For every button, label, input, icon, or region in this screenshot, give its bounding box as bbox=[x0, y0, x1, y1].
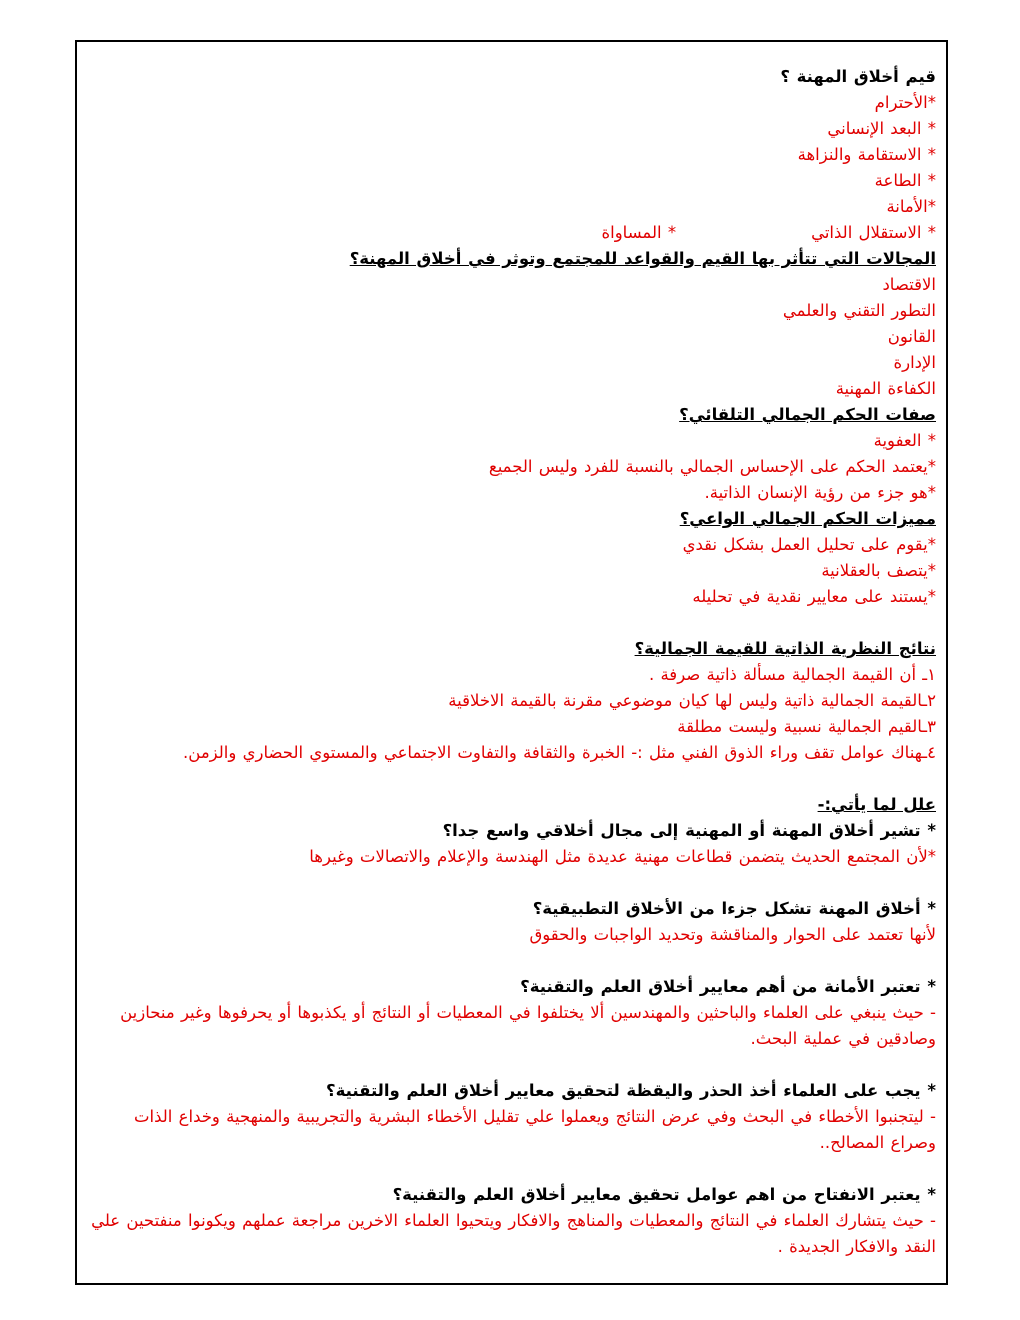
answer-line: *يعتمد الحكم على الإحساس الجمالي بالنسبة للفرد وليس الجميع bbox=[488, 457, 936, 476]
answer-line: *الأمانة bbox=[886, 197, 936, 216]
answer-line: *يستند على معايير نقدية في تحليله bbox=[692, 587, 936, 606]
section-heading: نتائج النظرية الذاتية للقيمة الجمالية؟ bbox=[634, 639, 936, 658]
answer-line: القانون bbox=[887, 327, 936, 346]
answer-line: الإدارة bbox=[893, 353, 936, 372]
value-item: * الاستقلال الذاتي bbox=[811, 223, 936, 242]
answer-line: ٢ـالقيمة الجمالية ذاتية وليس لها كيان موضوعي مقرنة بالقيمة الاخلاقية bbox=[448, 691, 936, 710]
answer-line: ٣ـالقيم الجمالية نسبية وليست مطلقة bbox=[677, 717, 936, 736]
question-line: * تشير أخلاق المهنة أو المهنية إلى مجال أخلاقي واسع جدا؟ bbox=[442, 821, 936, 840]
section-heading: مميزات الحكم الجمالي الواعي؟ bbox=[679, 509, 936, 528]
question-line: * يجب على العلماء أخذ الحذر واليقظة لتحقيق معايير أخلاق العلم والتقنية؟ bbox=[326, 1081, 936, 1100]
spacer bbox=[87, 1052, 936, 1078]
answer-line: *يتصف بالعقلانية bbox=[821, 561, 936, 580]
answer-line: * العفوية bbox=[873, 431, 936, 450]
answer-line: ٤ـهناك عوامل تقف وراء الذوق الفني مثل :- الخبرة والثقافة والتفاوت الاجتماعي والمستوي الحضاري والزمن. bbox=[183, 743, 936, 762]
answer-line: *يقوم على تحليل العمل بشكل نقدي bbox=[682, 535, 936, 554]
question-line: * أخلاق المهنة تشكل جزءا من الأخلاق التطبيقية؟ bbox=[532, 899, 936, 918]
spacer bbox=[87, 948, 936, 974]
answer-line: * الطاعة bbox=[874, 171, 936, 190]
answer-line: ١ـ أن القيمة الجمالية مسألة ذاتية صرفة . bbox=[648, 665, 936, 684]
answer-line: *الأحترام bbox=[874, 93, 936, 112]
answer-line: - حيث ينبغي على العلماء والباحثين والمهندسين ألا يختلفوا في المعطيات أو النتائج أو يكذبوها أو يحرفوها وغير منحازين وصادقين في عملية البحث. bbox=[120, 1003, 936, 1048]
answer-line: * الاستقامة والنزاهة bbox=[797, 145, 936, 164]
answer-line: التطور التقني والعلمي bbox=[782, 301, 936, 320]
answer-line: * البعد الإنساني bbox=[827, 119, 936, 138]
value-pair-line bbox=[87, 220, 936, 246]
section-heading: المجالات التي تتأثر بها القيم والقواعد للمجتمع وتوثر في أخلاق المهنة؟ bbox=[349, 249, 936, 268]
spacer bbox=[87, 1156, 936, 1182]
question-line: * يعتبر الانفتاح من اهم عوامل تحقيق معايير أخلاق العلم والتقنية؟ bbox=[392, 1185, 936, 1204]
answer-line: - حيث يتشارك العلماء في النتائج والمعطيات والمناهج والافكار ويتحيوا العلماء الاخرين مراجعة عملهم ويكونوا منفتحين علي النقد والافكار الجديدة . bbox=[91, 1211, 936, 1256]
answer-line: *لأن المجتمع الحديث يتضمن قطاعات مهنية عديدة مثل الهندسة والإعلام والاتصالات وغيرها bbox=[309, 847, 936, 866]
document-content bbox=[87, 64, 936, 1260]
answer-line: - ليتجنبوا الأخطاء في البحث وفي عرض النتائج ويعملوا علي تقليل الأخطاء البشرية والتجريبية والمنهجية وخداع الذات وصراع المصالح.. bbox=[134, 1107, 936, 1152]
answer-line: الاقتصاد bbox=[882, 275, 936, 294]
spacer bbox=[87, 870, 936, 896]
spacer bbox=[87, 766, 936, 792]
answer-line: لأنها تعتمد على الحوار والمناقشة وتحديد الواجبات والحقوق bbox=[529, 925, 936, 944]
spacer bbox=[87, 610, 936, 636]
answer-line: الكفاءة المهنية bbox=[835, 379, 936, 398]
page-title: قيم أخلاق المهنة ؟ bbox=[780, 67, 936, 86]
section-heading: صفات الحكم الجمالي التلقائي؟ bbox=[679, 405, 936, 424]
value-item: * المساواة bbox=[601, 223, 677, 242]
section-heading: علل لما يأتي:- bbox=[817, 795, 936, 814]
question-line: * تعتبر الأمانة من أهم معايير أخلاق العلم والتقنية؟ bbox=[520, 977, 936, 996]
answer-line: *هو جزء من رؤية الإنسان الذاتية. bbox=[704, 483, 936, 502]
page-border bbox=[75, 40, 948, 1285]
